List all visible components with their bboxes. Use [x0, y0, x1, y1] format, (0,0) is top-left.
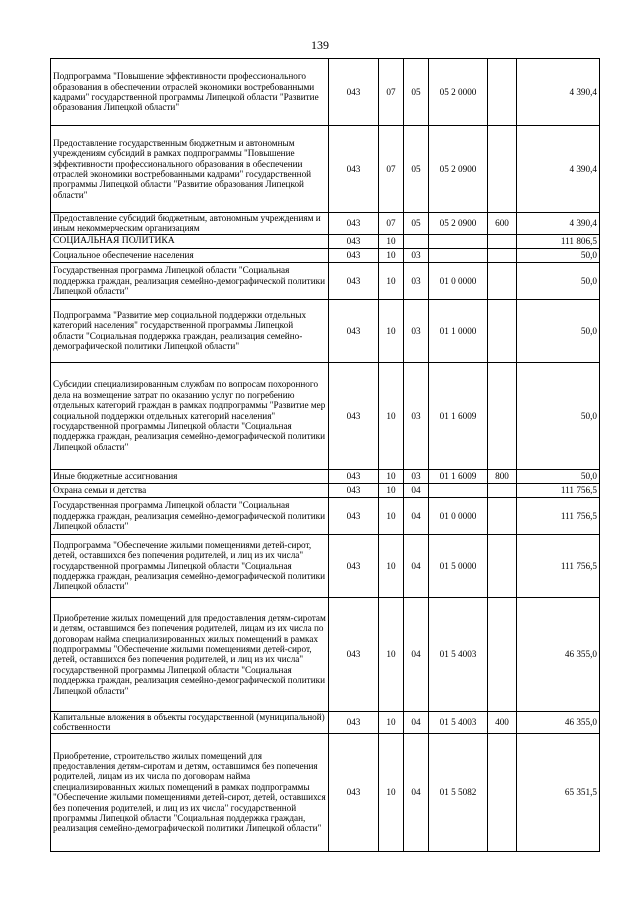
row-target-article: 01 0 0000	[429, 497, 488, 534]
row-target-article: 05 2 0000	[429, 59, 488, 126]
row-expense-type	[488, 59, 517, 126]
row-target-article: 05 2 0900	[429, 126, 488, 213]
row-name: Предоставление субсидий бюджетным, автономным учреждениям и иным некоммерческим организациям	[51, 213, 329, 235]
row-ministry-code: 043	[329, 483, 379, 497]
row-expense-type	[488, 248, 517, 262]
row-subsection-code: 04	[404, 733, 429, 851]
page-number: 139	[311, 38, 329, 52]
row-section-code: 10	[379, 362, 404, 469]
row-ministry-code: 043	[329, 248, 379, 262]
row-section-code: 07	[379, 59, 404, 126]
row-name: Государственная программа Липецкой области "Социальная поддержка граждан, реализация семейно-демографической политики Липецкой области"	[51, 262, 329, 299]
table-row	[51, 126, 600, 213]
row-target-article: 01 0 0000	[429, 262, 488, 299]
row-expense-type	[488, 362, 517, 469]
row-subsection-code: 04	[404, 483, 429, 497]
row-subsection-code: 04	[404, 497, 429, 534]
row-target-article: 01 1 0000	[429, 299, 488, 362]
row-amount: 4 390,4	[517, 59, 600, 126]
row-ministry-code: 043	[329, 299, 379, 362]
table-row	[51, 711, 600, 733]
row-target-article: 01 5 0000	[429, 534, 488, 597]
budget-table	[50, 58, 600, 852]
table-row	[51, 213, 600, 235]
row-name: Охрана семьи и детства	[51, 483, 329, 497]
table-row	[51, 362, 600, 469]
row-target-article: 01 5 4003	[429, 711, 488, 733]
row-expense-type: 800	[488, 469, 517, 483]
row-subsection-code	[404, 234, 429, 248]
row-subsection-code: 03	[404, 469, 429, 483]
row-subsection-code: 04	[404, 597, 429, 711]
row-ministry-code: 043	[329, 126, 379, 213]
table-row	[51, 597, 600, 711]
table-row	[51, 733, 600, 851]
row-expense-type	[488, 733, 517, 851]
row-amount: 50,0	[517, 248, 600, 262]
table-row	[51, 299, 600, 362]
row-section-code: 10	[379, 497, 404, 534]
row-amount: 46 355,0	[517, 711, 600, 733]
row-name: Приобретение жилых помещений для предоставления детям-сиротам и детям, оставшимся без попечения родителей, лицам из их числа по договорам найма специализированных жилых помещений в рамках подпрограммы "Обеспечение жилыми помещениями детей-сирот, детей, оставшихся без попечения родителей, и лиц из их числа" государственной программы Липецкой области "Социальная поддержка граждан, реализация семейно-демографической политики Липецкой области"	[51, 597, 329, 711]
row-section-code: 07	[379, 213, 404, 235]
row-amount: 111 756,5	[517, 534, 600, 597]
row-amount: 4 390,4	[517, 126, 600, 213]
row-amount: 111 756,5	[517, 497, 600, 534]
row-subsection-code: 05	[404, 126, 429, 213]
row-name: Субсидии специализированным службам по вопросам похоронного дела на возмещение затрат по оказанию услуг по погребению отдельных категорий граждан в рамках подпрограммы "Развитие мер социальной поддержки отдельных категорий населения" государственной программы Липецкой области "Социальная поддержка граждан, реализация семейно-демографической политики Липецкой области"	[51, 362, 329, 469]
row-section-code: 07	[379, 126, 404, 213]
row-name: Предоставление государственным бюджетным и автономным учреждениям субсидий в рамках подпрограммы "Повышение эффективности профессионального образования в обеспечении отраслей экономики востребованными кадрами" государственной программы Липецкой области "Развитие образования Липецкой области"	[51, 126, 329, 213]
table-row	[51, 534, 600, 597]
table-row	[51, 234, 600, 248]
row-amount: 50,0	[517, 262, 600, 299]
row-expense-type	[488, 597, 517, 711]
row-amount: 111 806,5	[517, 234, 600, 248]
table-row	[51, 59, 600, 126]
row-expense-type	[488, 497, 517, 534]
row-name: СОЦИАЛЬНАЯ ПОЛИТИКА	[51, 234, 329, 248]
row-ministry-code: 043	[329, 733, 379, 851]
table-row	[51, 483, 600, 497]
row-name: Подпрограмма "Развитие мер социальной поддержки отдельных категорий населения" государственной программы Липецкой области "Социальная поддержка граждан, реализация семейно-демографической политики Липецкой области"	[51, 299, 329, 362]
table-row	[51, 248, 600, 262]
row-expense-type: 400	[488, 711, 517, 733]
row-subsection-code: 05	[404, 213, 429, 235]
row-name: Подпрограмма "Обеспечение жилыми помещениями детей-сирот, детей, оставшихся без попечения родителей, и лиц из их числа" государственной программы Липецкой области "Социальная поддержка граждан, реализация семейно-демографической политики Липецкой области"	[51, 534, 329, 597]
table-row	[51, 497, 600, 534]
row-section-code: 10	[379, 597, 404, 711]
row-ministry-code: 043	[329, 262, 379, 299]
row-section-code: 10	[379, 299, 404, 362]
row-target-article	[429, 234, 488, 248]
row-ministry-code: 043	[329, 534, 379, 597]
row-ministry-code: 043	[329, 213, 379, 235]
row-ministry-code: 043	[329, 234, 379, 248]
row-amount: 46 355,0	[517, 597, 600, 711]
row-ministry-code: 043	[329, 711, 379, 733]
row-section-code: 10	[379, 733, 404, 851]
row-subsection-code: 03	[404, 362, 429, 469]
row-ministry-code: 043	[329, 469, 379, 483]
row-subsection-code: 03	[404, 262, 429, 299]
row-expense-type: 600	[488, 213, 517, 235]
row-expense-type	[488, 126, 517, 213]
row-ministry-code: 043	[329, 59, 379, 126]
row-subsection-code: 04	[404, 711, 429, 733]
row-section-code: 10	[379, 234, 404, 248]
row-subsection-code: 05	[404, 59, 429, 126]
row-expense-type	[488, 534, 517, 597]
row-subsection-code: 03	[404, 248, 429, 262]
row-expense-type	[488, 299, 517, 362]
row-target-article: 01 1 6009	[429, 362, 488, 469]
row-ministry-code: 043	[329, 497, 379, 534]
row-section-code: 10	[379, 711, 404, 733]
row-target-article: 01 5 4003	[429, 597, 488, 711]
row-name: Приобретение, строительство жилых помещений для предоставления детям-сиротам и детям, оставшимся без попечения родителей, лицам из их числа по договорам найма специализированных жилых помещений в рамках подпрограммы "Обеспечение жилыми помещениями детей-сирот, детей, оставшихся без попечения родителей, и лиц из их числа" государственной программы Липецкой области "Социальная поддержка граждан, реализация семейно-демографической политики Липецкой области"	[51, 733, 329, 851]
row-name: Подпрограмма "Повышение эффективности профессионального образования в обеспечении отраслей экономики востребованными кадрами" государственной программы Липецкой области "Развитие образования Липецкой области"	[51, 59, 329, 126]
row-target-article: 01 1 6009	[429, 469, 488, 483]
row-ministry-code: 043	[329, 362, 379, 469]
row-name: Иные бюджетные ассигнования	[51, 469, 329, 483]
row-target-article	[429, 248, 488, 262]
row-expense-type	[488, 262, 517, 299]
row-amount: 111 756,5	[517, 483, 600, 497]
row-expense-type	[488, 234, 517, 248]
row-section-code: 10	[379, 469, 404, 483]
row-amount: 4 390,4	[517, 213, 600, 235]
row-target-article	[429, 483, 488, 497]
row-ministry-code: 043	[329, 597, 379, 711]
table-row	[51, 262, 600, 299]
row-expense-type	[488, 483, 517, 497]
row-amount: 65 351,5	[517, 733, 600, 851]
row-section-code: 10	[379, 248, 404, 262]
row-amount: 50,0	[517, 299, 600, 362]
row-target-article: 05 2 0900	[429, 213, 488, 235]
row-section-code: 10	[379, 534, 404, 597]
row-name: Государственная программа Липецкой области "Социальная поддержка граждан, реализация семейно-демографической политики Липецкой области"	[51, 497, 329, 534]
row-amount: 50,0	[517, 362, 600, 469]
row-subsection-code: 03	[404, 299, 429, 362]
row-amount: 50,0	[517, 469, 600, 483]
row-section-code: 10	[379, 262, 404, 299]
row-name: Социальное обеспечение населения	[51, 248, 329, 262]
table-row	[51, 469, 600, 483]
row-section-code: 10	[379, 483, 404, 497]
row-target-article: 01 5 5082	[429, 733, 488, 851]
row-subsection-code: 04	[404, 534, 429, 597]
row-name: Капитальные вложения в объекты государственной (муниципальной) собственности	[51, 711, 329, 733]
